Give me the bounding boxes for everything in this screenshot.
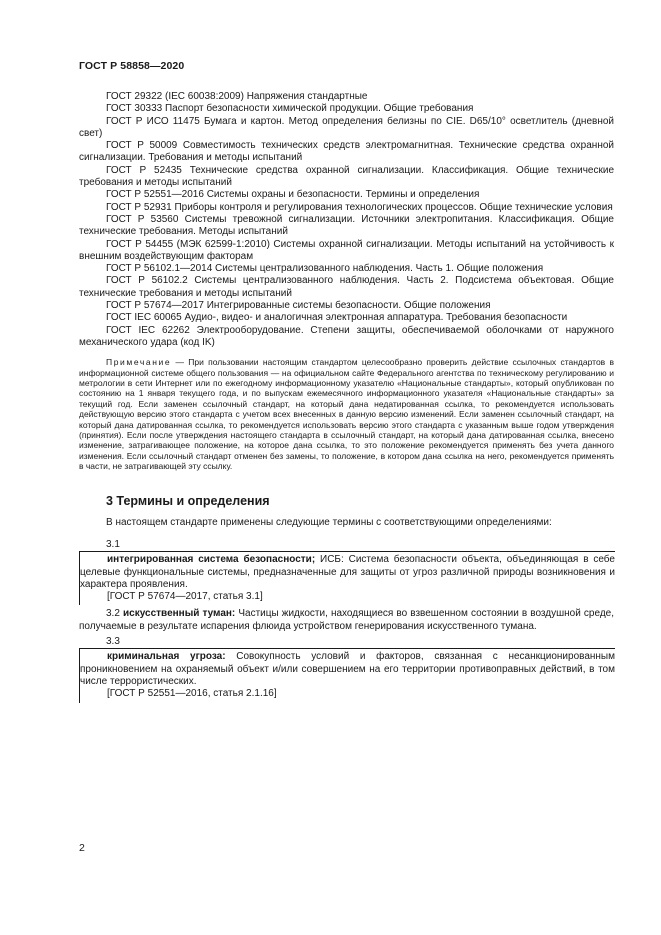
term-number: 3.3 bbox=[106, 636, 120, 648]
term-definition bbox=[80, 554, 615, 591]
note-paragraph bbox=[79, 357, 614, 471]
page-number: 2 bbox=[79, 842, 85, 854]
reference-item: ГОСТ Р 52435 Технические средства охранной сигнализации. Классификация. Общие технические требования и методы испытаний bbox=[79, 164, 614, 189]
term-name: интегрированная система безопасности; bbox=[107, 554, 316, 566]
term-definition bbox=[80, 651, 615, 688]
term-number: 3.2 bbox=[106, 608, 120, 620]
reference-item: ГОСТ 29322 (IEC 60038:2009) Напряжения стандартные bbox=[106, 91, 368, 102]
term-definition-text: Частицы жидкости, находящиеся во взвешенном состоянии в воздушной среде, получаемые в результате испарения флюида устройством генерирования искусственного тумана. bbox=[79, 608, 614, 632]
reference-item: ГОСТ Р 56102.1—2014 Системы централизованного наблюдения. Часть 1. Общие положения bbox=[106, 263, 544, 275]
term-number: 3.1 bbox=[106, 539, 120, 550]
term-name: криминальная угроза: bbox=[107, 651, 226, 663]
term-entry-box bbox=[79, 648, 615, 702]
term-definition-text: ИСБ: Система безопасности объекта, объединяющая в себе целевые функциональные системы, предназначенные для защиты от угроз различной природы возникновения и характера проявления. bbox=[80, 554, 615, 590]
reference-item: ГОСТ Р 56102.2 Системы централизованного наблюдения. Часть 2. Подсистема объектовая. Общие технические требования и методы испытаний bbox=[79, 275, 614, 299]
reference-item: ГОСТ Р 54455 (МЭК 62599-1:2010) Системы охранной сигнализации. Методы испытаний на устойчивость к внешним воздействующим факторам bbox=[79, 238, 614, 262]
reference-item: ГОСТ Р 52931 Приборы контроля и регулирования технологических процессов. Общие технические условия bbox=[106, 201, 613, 213]
page-content bbox=[79, 91, 614, 703]
reference-item: ГОСТ Р 50009 Совместимость технических средств электромагнитная. Технические средства охранной сигнализации. Требования и методы испытаний bbox=[79, 140, 614, 164]
term-source: [ГОСТ Р 52551—2016, статья 2.1.16] bbox=[107, 688, 277, 700]
term-entry-box bbox=[79, 551, 615, 605]
term-name: искусственный туман: bbox=[123, 608, 236, 620]
reference-item: ГОСТ Р 53560 Системы тревожной сигнализации. Источники электропитания. Классификация. Общие технические требования. Методы испытаний bbox=[79, 213, 614, 238]
document-header: ГОСТ Р 58858—2020 bbox=[79, 60, 185, 72]
reference-item: ГОСТ Р 52551—2016 Системы охраны и безопасности. Термины и определения bbox=[106, 189, 480, 201]
reference-item: ГОСТ 30333 Паспорт безопасности химической продукции. Общие требования bbox=[106, 103, 474, 115]
section-title: 3 Термины и определения bbox=[106, 493, 270, 508]
reference-item: ГОСТ IEC 62262 Электрооборудование. Степени защиты, обеспечиваемой оболочками от наружного механического удара (код IK) bbox=[79, 324, 614, 348]
note-label: Примечание bbox=[106, 357, 172, 368]
section-intro: В настоящем стандарте применены следующие термины с соответствующими определениями: bbox=[106, 516, 552, 528]
term-definition bbox=[79, 608, 614, 633]
reference-item: ГОСТ IEC 60065 Аудио-, видео- и аналогичная электронная аппаратура. Требования безопасности bbox=[106, 312, 568, 324]
reference-item: ГОСТ Р ИСО 11475 Бумага и картон. Метод определения белизны по CIE. D65/10° осветлитель (дневной свет) bbox=[79, 115, 614, 139]
note-text: — При пользовании настоящим стандартом целесообразно проверить действие ссылочных стандартов в информационной системе общего пользования — на официальном сайте Федерального агентства по техническому регулированию и метрологии в сети Интернет или по ежегодному информационному указателю «Национальные стандарты», который опубликован по состоянию на 1 января текущего года, и по выпускам ежемесячного информационного указателя «Национальные стандарты» за текущий год. Если заменен ссылочный стандарт, на который дана недатированная ссылка, то рекомендуется использовать действующую версию этого стандарта с учетом всех внесенных в данную версию изменений. Если заменен ссылочный стандарт, на который дана датированная ссылка, то рекомендуется использовать версию этого стандарта с указанным выше годом утверждения (принятия). Если после утверждения настоящего стандарта в ссылочный стандарт, на который дана датированная ссылка, внесено изменение, затрагивающее положение, на которое дана ссылка, то это положение рекомендуется применять без учета данного изменения. Если ссылочный стандарт отменен без замены, то положение, в котором дана ссылка на него, рекомендуется применять в части, не затрагивающей эту ссылку. bbox=[79, 357, 614, 472]
references-list bbox=[79, 91, 614, 349]
reference-item: ГОСТ Р 57674—2017 Интегрированные системы безопасности. Общие положения bbox=[106, 300, 491, 312]
term-source: [ГОСТ Р 57674—2017, статья 3.1] bbox=[107, 591, 263, 603]
term-definition-text: Совокупность условий и факторов, связанная с несанкционированным проникновением на охраняемый объект и/или совершением на его территории противоправных действий, в том числе террористических. bbox=[80, 651, 615, 687]
